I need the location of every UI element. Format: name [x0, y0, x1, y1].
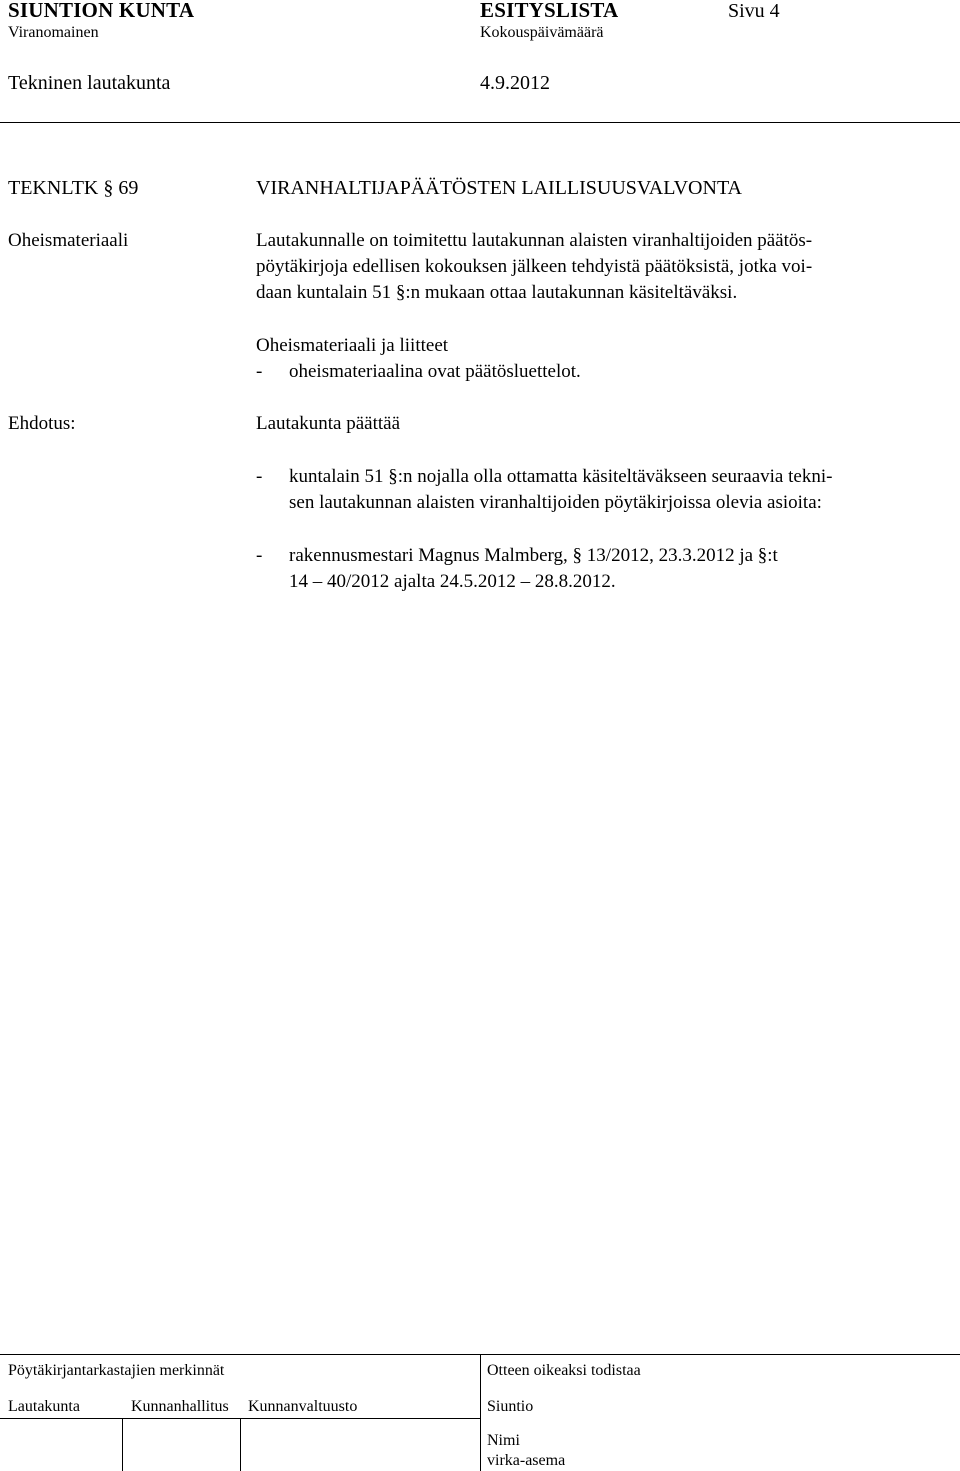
- section-code: [8, 177, 138, 200]
- section-code-text: TEKNLTK: [8, 177, 99, 199]
- attachments-item: oheismateriaalina ovat päätösluettelot.: [289, 361, 581, 382]
- section-title: VIRANHALTIJAPÄÄTÖSTEN LAILLISUUSVALVONTA: [256, 177, 742, 199]
- footer-center-divider: [480, 1354, 481, 1471]
- checkers-label: Pöytäkirjantarkastajien merkinnät: [8, 1362, 225, 1379]
- doc-type: ESITYSLISTA: [480, 0, 619, 22]
- authority-name: Tekninen lautakunta: [8, 72, 171, 94]
- page-number: Sivu 4: [728, 0, 780, 22]
- intro-line: pöytäkirjoja edellisen kokouksen jälkeen tehdyistä päätöksistä, jotka voi-: [256, 256, 813, 277]
- footer-place: Siuntio: [487, 1398, 534, 1415]
- attachments-heading: Oheismateriaali ja liitteet: [256, 335, 449, 356]
- intro-paragraph: [256, 228, 812, 306]
- meeting-date: 4.9.2012: [480, 72, 550, 94]
- header-divider: [0, 122, 960, 123]
- org-name: SIUNTION KUNTA: [8, 0, 195, 22]
- footer-col-kunnanhallitus: Kunnanhallitus: [131, 1398, 229, 1415]
- decision-dash: -: [256, 466, 263, 487]
- intro-line: daan kuntalain 51 §:n mukaan ottaa lautakunnan käsiteltäväksi.: [256, 282, 738, 303]
- attachments-dash: -: [256, 361, 263, 382]
- decision-heading: Lautakunta päättää: [256, 413, 401, 434]
- certified-label: Otteen oikeaksi todistaa: [487, 1362, 641, 1379]
- sub-item-dash: -: [256, 545, 263, 566]
- footer-name: Nimi: [487, 1432, 520, 1449]
- decision-line: kuntalain 51 §:n nojalla olla ottamatta käsiteltäväkseen seuraavia tekni-: [289, 466, 833, 487]
- section-sign: §: [103, 177, 114, 199]
- footer-col-divider-2: [240, 1418, 241, 1471]
- footer-col-lautakunta: Lautakunta: [8, 1398, 80, 1415]
- sub-item-line: 14 – 40/2012 ajalta 24.5.2012 – 28.8.2012.: [289, 571, 616, 592]
- footer-position: virka-asema: [487, 1452, 566, 1469]
- section-number: 69: [118, 177, 139, 199]
- sub-item-line: rakennusmestari Magnus Malmberg, § 13/2012, 23.3.2012 ja §:t: [289, 545, 778, 566]
- footer-col-kunnanvaltuusto: Kunnanvaltuusto: [248, 1398, 358, 1415]
- decision-text: [289, 464, 832, 516]
- authority-label: Viranomainen: [8, 24, 99, 41]
- footer-col-divider-1: [122, 1418, 123, 1471]
- sub-item-text: [289, 543, 778, 595]
- oheismateriaali-label: Oheismateriaali: [8, 230, 129, 251]
- meeting-date-label: Kokouspäivämäärä: [480, 24, 604, 41]
- decision-line: sen lautakunnan alaisten viranhaltijoiden pöytäkirjoissa olevia asioita:: [289, 492, 822, 513]
- intro-line: Lautakunnalle on toimitettu lautakunnan alaisten viranhaltijoiden päätös-: [256, 230, 813, 251]
- ehdotus-label: Ehdotus:: [8, 413, 76, 434]
